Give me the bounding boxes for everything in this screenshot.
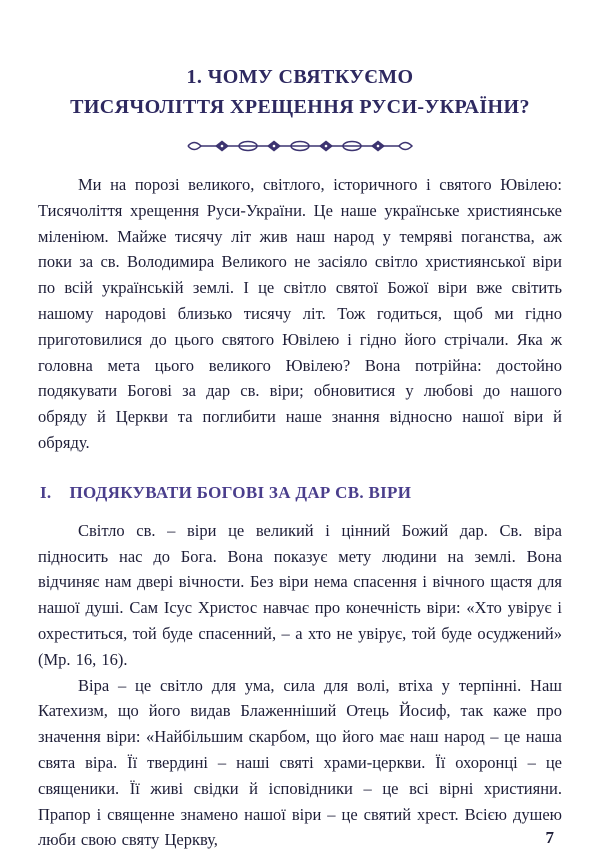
paragraph-faith-gift: Світло св. – віри це великий і цінний Божий дар. Св. віра підносить нас до Бога. Вона показує мету людини на землі. Вона відчиняє нам двері вічности. Без віри нема спасення і вічного щастя для нашої душі. Сам Ісус Христос навчає про конечність віри: «Хто увірує і охреститься, той буде спасенний, – а хто не увірує, той буде осуджений» (Мр. 16, 16). bbox=[38, 520, 562, 669]
paragraph-intro: Ми на порозі великого, світлого, історичного і святого Ювілею: Тисячоліття хрещення Руси-України. Це наше українське християнське міленіюм. Майже тисячу літ жив наш народ у темряві поганства, аж поки за св. Володимира Великого не засіяло світло християнської віри по всій українській землі. І це світло святої Божої віри вже світить нашому народові близько тисячу літ. Тож годиться, щоб ми гідно приготовилися до цього святого Ювілею і гідно його стрічали. Яка ж головна мета цього великого Ювілею? Вона потрійна: достойно подякувати Богові за дар св. віри; обновитися у любові до нашого обряду й Церкви та поглибити наше знання відносно нашої віри й обряду. bbox=[38, 175, 562, 452]
chain-ornament-icon bbox=[184, 138, 416, 154]
section-heading bbox=[38, 483, 562, 503]
chapter-title-line2: ТИСЯЧОЛІТТЯ ХРЕЩЕННЯ РУСИ-УКРАЇНИ? bbox=[70, 96, 530, 118]
section-number: І. bbox=[40, 482, 52, 502]
page-number: 7 bbox=[545, 828, 554, 847]
chapter-title bbox=[38, 62, 562, 122]
ornament-divider bbox=[38, 138, 562, 154]
paragraph-faith-meaning: Віра – це світло для ума, сила для волі, втіха у терпінні. Наш Катехизм, що його видав Блаженніший Отець Йосиф, так каже про значення віри: «Найбільшим скарбом, що його має наш народ – це наша свята віра. Її твердині – наші святі храми-церкви. Її охоронці – це священики. Її живі свідки й ісповідники – це всі вірні християни. Прапор і священне знамено нашої віри – це святий хрест. Всією душею люби свою святу Церкву, bbox=[38, 675, 562, 850]
section-title: ПОДЯКУВАТИ БОГОВІ ЗА ДАР СВ. ВІРИ bbox=[69, 482, 412, 502]
chapter-title-line1: 1. ЧОМУ СВЯТКУЄМО bbox=[186, 66, 414, 88]
